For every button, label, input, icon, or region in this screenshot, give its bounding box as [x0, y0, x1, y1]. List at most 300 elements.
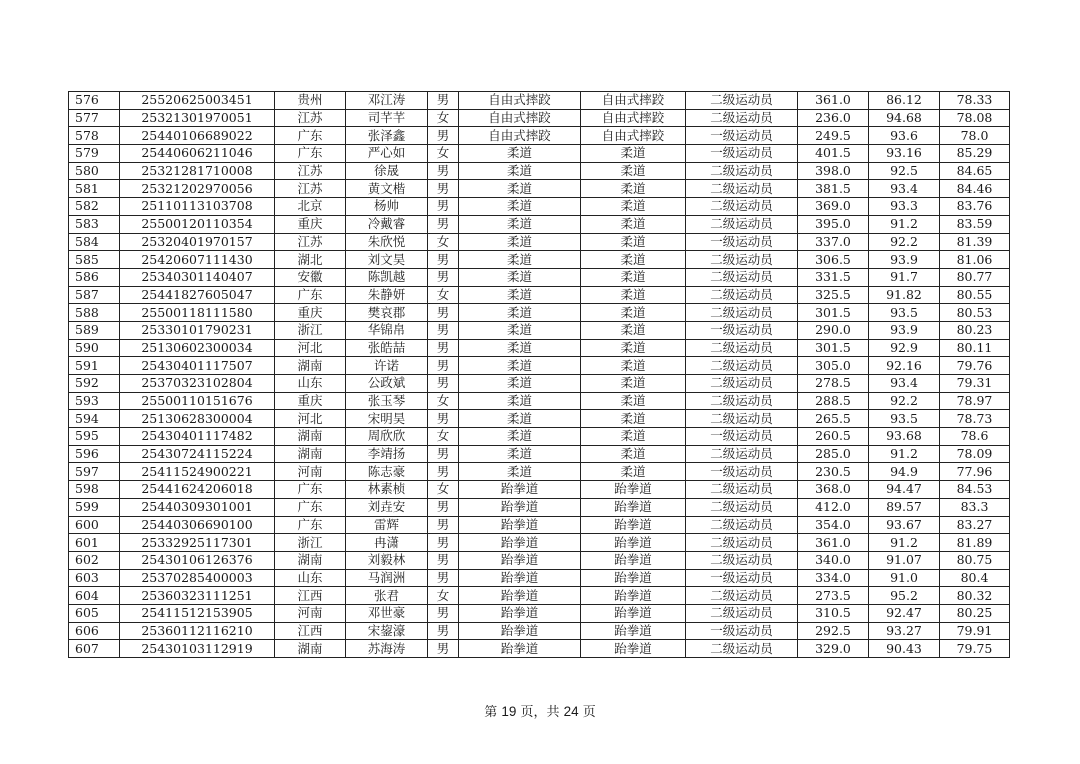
province-cell: 贵州: [275, 92, 346, 110]
exam-id-cell: 25370285400003: [120, 569, 275, 587]
seq-cell: 604: [69, 587, 120, 605]
score-cell: 381.5: [798, 180, 869, 198]
total-score-cell: 78.09: [940, 445, 1010, 463]
province-cell: 河南: [275, 463, 346, 481]
name-cell: 雷辉: [346, 516, 428, 534]
score-cell: 340.0: [798, 551, 869, 569]
total-score-cell: 84.65: [940, 162, 1010, 180]
seq-cell: 596: [69, 445, 120, 463]
gender-cell: 女: [428, 145, 459, 163]
table-row: [69, 357, 1010, 375]
exam-id-cell: 25440106689022: [120, 127, 275, 145]
sub-event-cell: 跆拳道: [581, 604, 686, 622]
table-row: [69, 481, 1010, 499]
sub-event-cell: 柔道: [581, 445, 686, 463]
sub-event-cell: 柔道: [581, 286, 686, 304]
table-row: [69, 251, 1010, 269]
athlete-level-cell: 二级运动员: [686, 534, 798, 552]
table-row: [69, 428, 1010, 446]
seq-cell: 585: [69, 251, 120, 269]
seq-cell: 584: [69, 233, 120, 251]
province-cell: 重庆: [275, 392, 346, 410]
gender-cell: 男: [428, 551, 459, 569]
gender-cell: 男: [428, 127, 459, 145]
province-cell: 广东: [275, 516, 346, 534]
total-score-cell: 80.4: [940, 569, 1010, 587]
score-cell: 329.0: [798, 640, 869, 658]
seq-cell: 605: [69, 604, 120, 622]
name-cell: 宋明昊: [346, 410, 428, 428]
score-cell: 260.5: [798, 428, 869, 446]
culture-score-cell: 91.7: [869, 268, 940, 286]
seq-cell: 578: [69, 127, 120, 145]
total-score-cell: 78.6: [940, 428, 1010, 446]
culture-score-cell: 91.2: [869, 215, 940, 233]
total-score-cell: 81.06: [940, 251, 1010, 269]
athlete-level-cell: 一级运动员: [686, 622, 798, 640]
total-score-cell: 80.55: [940, 286, 1010, 304]
seq-cell: 594: [69, 410, 120, 428]
athlete-level-cell: 二级运动员: [686, 481, 798, 499]
gender-cell: 男: [428, 569, 459, 587]
exam-id-cell: 25500118111580: [120, 304, 275, 322]
name-cell: 张君: [346, 587, 428, 605]
gender-cell: 男: [428, 198, 459, 216]
seq-cell: 599: [69, 498, 120, 516]
seq-cell: 603: [69, 569, 120, 587]
sub-event-cell: 柔道: [581, 321, 686, 339]
athlete-level-cell: 二级运动员: [686, 640, 798, 658]
athlete-level-cell: 二级运动员: [686, 339, 798, 357]
total-score-cell: 78.73: [940, 410, 1010, 428]
name-cell: 林素桢: [346, 481, 428, 499]
athlete-level-cell: 二级运动员: [686, 392, 798, 410]
exam-id-cell: 25440309301001: [120, 498, 275, 516]
event-cell: 跆拳道: [459, 534, 581, 552]
event-cell: 柔道: [459, 392, 581, 410]
name-cell: 陈志豪: [346, 463, 428, 481]
table-row: [69, 604, 1010, 622]
event-cell: 柔道: [459, 215, 581, 233]
culture-score-cell: 91.0: [869, 569, 940, 587]
athlete-level-cell: 二级运动员: [686, 92, 798, 110]
athlete-level-cell: 二级运动员: [686, 251, 798, 269]
exam-id-cell: 25330101790231: [120, 321, 275, 339]
sub-event-cell: 跆拳道: [581, 534, 686, 552]
gender-cell: 男: [428, 304, 459, 322]
event-cell: 跆拳道: [459, 604, 581, 622]
total-score-cell: 78.0: [940, 127, 1010, 145]
exam-id-cell: 25321202970056: [120, 180, 275, 198]
roster-table: [68, 91, 1010, 658]
event-cell: 柔道: [459, 428, 581, 446]
seq-cell: 583: [69, 215, 120, 233]
event-cell: 跆拳道: [459, 587, 581, 605]
name-cell: 周欣欣: [346, 428, 428, 446]
event-cell: 跆拳道: [459, 551, 581, 569]
name-cell: 刘文昊: [346, 251, 428, 269]
athlete-level-cell: 一级运动员: [686, 569, 798, 587]
province-cell: 河南: [275, 604, 346, 622]
exam-id-cell: 25321281710008: [120, 162, 275, 180]
name-cell: 冉潇: [346, 534, 428, 552]
table-row: [69, 92, 1010, 110]
table-row: [69, 534, 1010, 552]
gender-cell: 女: [428, 481, 459, 499]
athlete-level-cell: 二级运动员: [686, 498, 798, 516]
score-cell: 412.0: [798, 498, 869, 516]
culture-score-cell: 93.4: [869, 375, 940, 393]
exam-id-cell: 25110113103708: [120, 198, 275, 216]
culture-score-cell: 93.68: [869, 428, 940, 446]
event-cell: 柔道: [459, 321, 581, 339]
name-cell: 李靖扬: [346, 445, 428, 463]
culture-score-cell: 90.43: [869, 640, 940, 658]
culture-score-cell: 92.47: [869, 604, 940, 622]
sub-event-cell: 跆拳道: [581, 640, 686, 658]
sub-event-cell: 跆拳道: [581, 551, 686, 569]
province-cell: 北京: [275, 198, 346, 216]
sub-event-cell: 柔道: [581, 375, 686, 393]
score-cell: 305.0: [798, 357, 869, 375]
province-cell: 河北: [275, 339, 346, 357]
culture-score-cell: 93.9: [869, 321, 940, 339]
gender-cell: 男: [428, 463, 459, 481]
province-cell: 江西: [275, 622, 346, 640]
total-score-cell: 78.97: [940, 392, 1010, 410]
table-row: [69, 304, 1010, 322]
total-score-cell: 83.76: [940, 198, 1010, 216]
sub-event-cell: 柔道: [581, 251, 686, 269]
culture-score-cell: 95.2: [869, 587, 940, 605]
score-cell: 368.0: [798, 481, 869, 499]
seq-cell: 577: [69, 109, 120, 127]
athlete-level-cell: 二级运动员: [686, 357, 798, 375]
culture-score-cell: 92.16: [869, 357, 940, 375]
gender-cell: 男: [428, 251, 459, 269]
culture-score-cell: 86.12: [869, 92, 940, 110]
table-row: [69, 375, 1010, 393]
sub-event-cell: 柔道: [581, 233, 686, 251]
name-cell: 刘垚安: [346, 498, 428, 516]
table-row: [69, 109, 1010, 127]
athlete-level-cell: 一级运动员: [686, 233, 798, 251]
sub-event-cell: 自由式摔跤: [581, 109, 686, 127]
athlete-level-cell: 二级运动员: [686, 375, 798, 393]
score-cell: 249.5: [798, 127, 869, 145]
event-cell: 柔道: [459, 286, 581, 304]
footer-prefix: 第: [484, 705, 502, 720]
table-row: [69, 321, 1010, 339]
province-cell: 山东: [275, 375, 346, 393]
culture-score-cell: 89.57: [869, 498, 940, 516]
score-cell: 401.5: [798, 145, 869, 163]
sub-event-cell: 跆拳道: [581, 587, 686, 605]
page-footer: [0, 701, 1080, 720]
score-cell: 285.0: [798, 445, 869, 463]
score-cell: 395.0: [798, 215, 869, 233]
province-cell: 湖北: [275, 251, 346, 269]
athlete-level-cell: 一级运动员: [686, 145, 798, 163]
score-cell: 306.5: [798, 251, 869, 269]
event-cell: 跆拳道: [459, 640, 581, 658]
athlete-level-cell: 二级运动员: [686, 445, 798, 463]
event-cell: 柔道: [459, 180, 581, 198]
total-score-cell: 85.29: [940, 145, 1010, 163]
seq-cell: 601: [69, 534, 120, 552]
seq-cell: 581: [69, 180, 120, 198]
event-cell: 跆拳道: [459, 481, 581, 499]
score-cell: 230.5: [798, 463, 869, 481]
score-cell: 273.5: [798, 587, 869, 605]
score-cell: 354.0: [798, 516, 869, 534]
sub-event-cell: 柔道: [581, 268, 686, 286]
event-cell: 柔道: [459, 410, 581, 428]
seq-cell: 590: [69, 339, 120, 357]
exam-id-cell: 25500110151676: [120, 392, 275, 410]
athlete-level-cell: 二级运动员: [686, 551, 798, 569]
culture-score-cell: 93.6: [869, 127, 940, 145]
gender-cell: 男: [428, 180, 459, 198]
athlete-level-cell: 二级运动员: [686, 304, 798, 322]
seq-cell: 600: [69, 516, 120, 534]
table-row: [69, 145, 1010, 163]
athlete-level-cell: 一级运动员: [686, 463, 798, 481]
table-row: [69, 127, 1010, 145]
athlete-level-cell: 二级运动员: [686, 268, 798, 286]
province-cell: 浙江: [275, 321, 346, 339]
exam-id-cell: 25430401117482: [120, 428, 275, 446]
culture-score-cell: 91.07: [869, 551, 940, 569]
gender-cell: 男: [428, 516, 459, 534]
name-cell: 刘毅林: [346, 551, 428, 569]
culture-score-cell: 92.2: [869, 392, 940, 410]
name-cell: 徐晟: [346, 162, 428, 180]
sub-event-cell: 跆拳道: [581, 481, 686, 499]
name-cell: 邓江涛: [346, 92, 428, 110]
name-cell: 严心如: [346, 145, 428, 163]
province-cell: 安徽: [275, 268, 346, 286]
culture-score-cell: 93.3: [869, 198, 940, 216]
table-row: [69, 640, 1010, 658]
score-cell: 301.5: [798, 339, 869, 357]
table-row: [69, 392, 1010, 410]
score-cell: 331.5: [798, 268, 869, 286]
province-cell: 湖南: [275, 551, 346, 569]
sub-event-cell: 柔道: [581, 304, 686, 322]
name-cell: 邓世豪: [346, 604, 428, 622]
sub-event-cell: 自由式摔跤: [581, 127, 686, 145]
total-score-cell: 83.3: [940, 498, 1010, 516]
seq-cell: 598: [69, 481, 120, 499]
exam-id-cell: 25441827605047: [120, 286, 275, 304]
total-pages-number: 24: [563, 704, 579, 719]
sub-event-cell: 柔道: [581, 198, 686, 216]
event-cell: 跆拳道: [459, 569, 581, 587]
sub-event-cell: 跆拳道: [581, 569, 686, 587]
sub-event-cell: 跆拳道: [581, 498, 686, 516]
exam-id-cell: 25360323111251: [120, 587, 275, 605]
total-score-cell: 81.39: [940, 233, 1010, 251]
total-score-cell: 78.33: [940, 92, 1010, 110]
exam-id-cell: 25440606211046: [120, 145, 275, 163]
province-cell: 江西: [275, 587, 346, 605]
province-cell: 山东: [275, 569, 346, 587]
gender-cell: 男: [428, 339, 459, 357]
score-cell: 310.5: [798, 604, 869, 622]
event-cell: 柔道: [459, 198, 581, 216]
gender-cell: 男: [428, 375, 459, 393]
culture-score-cell: 91.82: [869, 286, 940, 304]
exam-id-cell: 25340301140407: [120, 268, 275, 286]
athlete-level-cell: 二级运动员: [686, 215, 798, 233]
name-cell: 华锦帛: [346, 321, 428, 339]
exam-id-cell: 25360112116210: [120, 622, 275, 640]
province-cell: 江苏: [275, 180, 346, 198]
score-cell: 265.5: [798, 410, 869, 428]
exam-id-cell: 25320401970157: [120, 233, 275, 251]
footer-suffix: 页: [578, 705, 596, 720]
name-cell: 杨帅: [346, 198, 428, 216]
sub-event-cell: 柔道: [581, 180, 686, 198]
total-score-cell: 83.59: [940, 215, 1010, 233]
total-score-cell: 84.53: [940, 481, 1010, 499]
event-cell: 柔道: [459, 162, 581, 180]
exam-id-cell: 25370323102804: [120, 375, 275, 393]
athlete-level-cell: 一级运动员: [686, 428, 798, 446]
province-cell: 广东: [275, 145, 346, 163]
score-cell: 361.0: [798, 92, 869, 110]
sub-event-cell: 跆拳道: [581, 622, 686, 640]
exam-id-cell: 25130602300034: [120, 339, 275, 357]
seq-cell: 589: [69, 321, 120, 339]
total-score-cell: 79.75: [940, 640, 1010, 658]
score-cell: 334.0: [798, 569, 869, 587]
athlete-level-cell: 二级运动员: [686, 109, 798, 127]
athlete-level-cell: 二级运动员: [686, 198, 798, 216]
culture-score-cell: 91.2: [869, 445, 940, 463]
province-cell: 湖南: [275, 640, 346, 658]
culture-score-cell: 93.9: [869, 251, 940, 269]
province-cell: 江苏: [275, 233, 346, 251]
total-score-cell: 79.31: [940, 375, 1010, 393]
roster-table-body: [69, 92, 1010, 658]
province-cell: 湖南: [275, 445, 346, 463]
event-cell: 柔道: [459, 145, 581, 163]
gender-cell: 男: [428, 215, 459, 233]
seq-cell: 582: [69, 198, 120, 216]
seq-cell: 593: [69, 392, 120, 410]
sub-event-cell: 柔道: [581, 162, 686, 180]
gender-cell: 男: [428, 534, 459, 552]
exam-id-cell: 25420607111430: [120, 251, 275, 269]
total-score-cell: 83.27: [940, 516, 1010, 534]
table-row: [69, 339, 1010, 357]
gender-cell: 女: [428, 587, 459, 605]
gender-cell: 男: [428, 357, 459, 375]
exam-id-cell: 25441624206018: [120, 481, 275, 499]
name-cell: 苏海涛: [346, 640, 428, 658]
total-score-cell: 80.25: [940, 604, 1010, 622]
athlete-level-cell: 二级运动员: [686, 516, 798, 534]
seq-cell: 595: [69, 428, 120, 446]
culture-score-cell: 93.27: [869, 622, 940, 640]
score-cell: 337.0: [798, 233, 869, 251]
exam-id-cell: 25430106126376: [120, 551, 275, 569]
province-cell: 湖南: [275, 428, 346, 446]
gender-cell: 男: [428, 640, 459, 658]
name-cell: 许诺: [346, 357, 428, 375]
seq-cell: 591: [69, 357, 120, 375]
culture-score-cell: 92.5: [869, 162, 940, 180]
exam-id-cell: 25500120110354: [120, 215, 275, 233]
table-row: [69, 498, 1010, 516]
total-score-cell: 78.08: [940, 109, 1010, 127]
table-row: [69, 445, 1010, 463]
province-cell: 江苏: [275, 109, 346, 127]
culture-score-cell: 93.67: [869, 516, 940, 534]
table-row: [69, 268, 1010, 286]
province-cell: 江苏: [275, 162, 346, 180]
current-page-number: 19: [501, 704, 517, 719]
exam-id-cell: 25430724115224: [120, 445, 275, 463]
sub-event-cell: 柔道: [581, 145, 686, 163]
table-row: [69, 180, 1010, 198]
name-cell: 张玉琴: [346, 392, 428, 410]
gender-cell: 男: [428, 162, 459, 180]
name-cell: 陈凯越: [346, 268, 428, 286]
sub-event-cell: 柔道: [581, 339, 686, 357]
name-cell: 朱静妍: [346, 286, 428, 304]
event-cell: 自由式摔跤: [459, 92, 581, 110]
footer-middle: 页，共: [516, 705, 564, 720]
province-cell: 湖南: [275, 357, 346, 375]
name-cell: 张泽鑫: [346, 127, 428, 145]
seq-cell: 588: [69, 304, 120, 322]
province-cell: 河北: [275, 410, 346, 428]
exam-id-cell: 25520625003451: [120, 92, 275, 110]
seq-cell: 606: [69, 622, 120, 640]
event-cell: 柔道: [459, 445, 581, 463]
table-row: [69, 516, 1010, 534]
event-cell: 柔道: [459, 268, 581, 286]
score-cell: 325.5: [798, 286, 869, 304]
seq-cell: 602: [69, 551, 120, 569]
gender-cell: 女: [428, 392, 459, 410]
province-cell: 广东: [275, 127, 346, 145]
exam-id-cell: 25430103112919: [120, 640, 275, 658]
province-cell: 广东: [275, 498, 346, 516]
gender-cell: 男: [428, 604, 459, 622]
table-row: [69, 410, 1010, 428]
table-row: [69, 162, 1010, 180]
province-cell: 重庆: [275, 304, 346, 322]
athlete-level-cell: 一级运动员: [686, 321, 798, 339]
name-cell: 宋鋆濠: [346, 622, 428, 640]
gender-cell: 女: [428, 109, 459, 127]
culture-score-cell: 93.16: [869, 145, 940, 163]
table-row: [69, 463, 1010, 481]
table-row: [69, 551, 1010, 569]
name-cell: 马润洲: [346, 569, 428, 587]
culture-score-cell: 92.2: [869, 233, 940, 251]
score-cell: 236.0: [798, 109, 869, 127]
sub-event-cell: 柔道: [581, 428, 686, 446]
culture-score-cell: 93.5: [869, 410, 940, 428]
score-cell: 369.0: [798, 198, 869, 216]
seq-cell: 607: [69, 640, 120, 658]
athlete-level-cell: 二级运动员: [686, 180, 798, 198]
